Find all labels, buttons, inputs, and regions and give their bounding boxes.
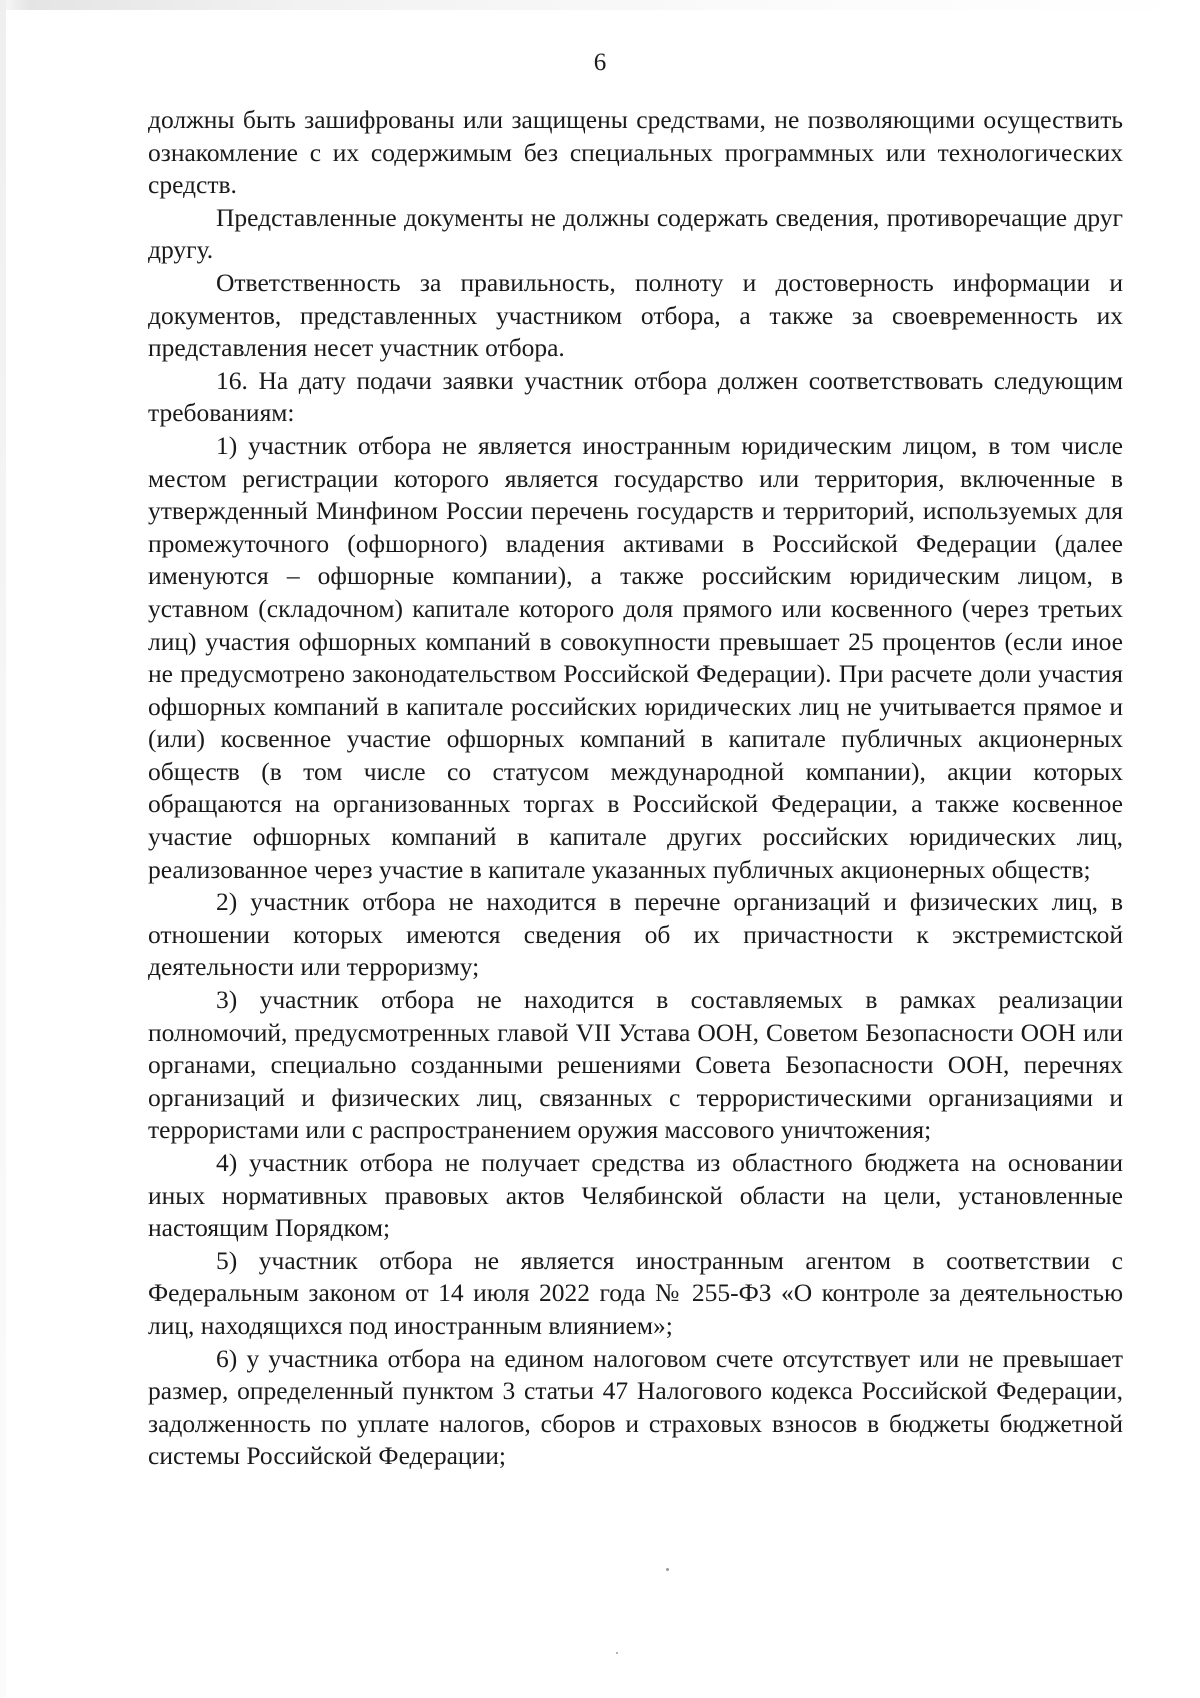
document-body	[148, 104, 1123, 1473]
scan-speck	[666, 1568, 669, 1571]
list-item-requirement-5: 5) участник отбора не является иностранным агентом в соответствии с Федеральным законом от 14 июля 2022 года № 255-ФЗ «О контроле за деятельностью лиц, находящихся под иностранным влиянием»;	[148, 1245, 1123, 1340]
list-item-requirement-3: 3) участник отбора не находится в составляемых в рамках реализации полномочий, предусмотренных главой VII Устава ООН, Советом Безопасности ООН или органами, специально созданными решениями Совета Безопасности ООН, перечнях организаций и физических лиц, связанных с террористическими организациями и террористами или с распространением оружия массового уничтожения;	[148, 985, 1123, 1145]
paragraph-no-contradictions: Представленные документы не должны содержать сведения, противоречащие друг другу.	[148, 202, 1123, 265]
scan-edge-top	[0, 0, 1200, 10]
scan-edge-left	[0, 0, 6, 1698]
list-item-requirement-6: 6) у участника отбора на едином налоговом счете отсутствует или не превышает размер, определенный пунктом 3 статьи 47 Налогового кодекса Российской Федерации, задолженность по уплате налогов, сборов и страховых взносов в бюджеты бюджетной системы Российской Федерации;	[148, 1343, 1123, 1471]
paragraph-clause-16: 16. На дату подачи заявки участник отбора должен соответствовать следующим требованиям:	[148, 365, 1123, 428]
page-number: 6	[593, 49, 607, 76]
scan-speck	[616, 1652, 618, 1654]
paragraph-encryption-requirement: должны быть зашифрованы или защищены средствами, не позволяющими осуществить ознакомление с их содержимым без специальных программных или технологических средств.	[148, 105, 1123, 200]
list-item-requirement-1: 1) участник отбора не является иностранным юридическим лицом, в том числе местом регистрации которого является государство или территория, включенные в утвержденный Минфином России перечень государств и территорий, используемых для промежуточного (офшорного) владения активами в Российской Федерации (далее именуются – офшорные компании), а также российским юридическим лицом, в уставном (складочном) капитале которого доля прямого или косвенного (через третьих лиц) участия офшорных компаний в совокупности превышает 25 процентов (если иное не предусмотрено законодательством Российской Федерации). При расчете доли участия офшорных компаний в капитале российских юридических лиц не учитывается прямое и (или) косвенное участие офшорных компаний в капитале публичных акционерных обществ (в том числе со статусом международной компании), акции которых обращаются на организованных торгах в Российской Федерации, а также косвенное участие офшорных компаний в капитале других российских юридических лиц, реализованное через участие в капитале указанных публичных акционерных обществ;	[148, 430, 1123, 884]
paragraph-responsibility: Ответственность за правильность, полноту и достоверность информации и документов, представленных участником отбора, а также за своевременность их представления несет участник отбора.	[148, 267, 1123, 363]
list-item-requirement-4: 4) участник отбора не получает средства из областного бюджета на основании иных нормативных правовых актов Челябинской области на цели, установленные настоящим Порядком;	[148, 1148, 1123, 1243]
list-item-requirement-2: 2) участник отбора не находится в перечне организаций и физических лиц, в отношении которых имеются сведения об их причастности к экстремистской деятельности или терроризму;	[148, 887, 1123, 982]
